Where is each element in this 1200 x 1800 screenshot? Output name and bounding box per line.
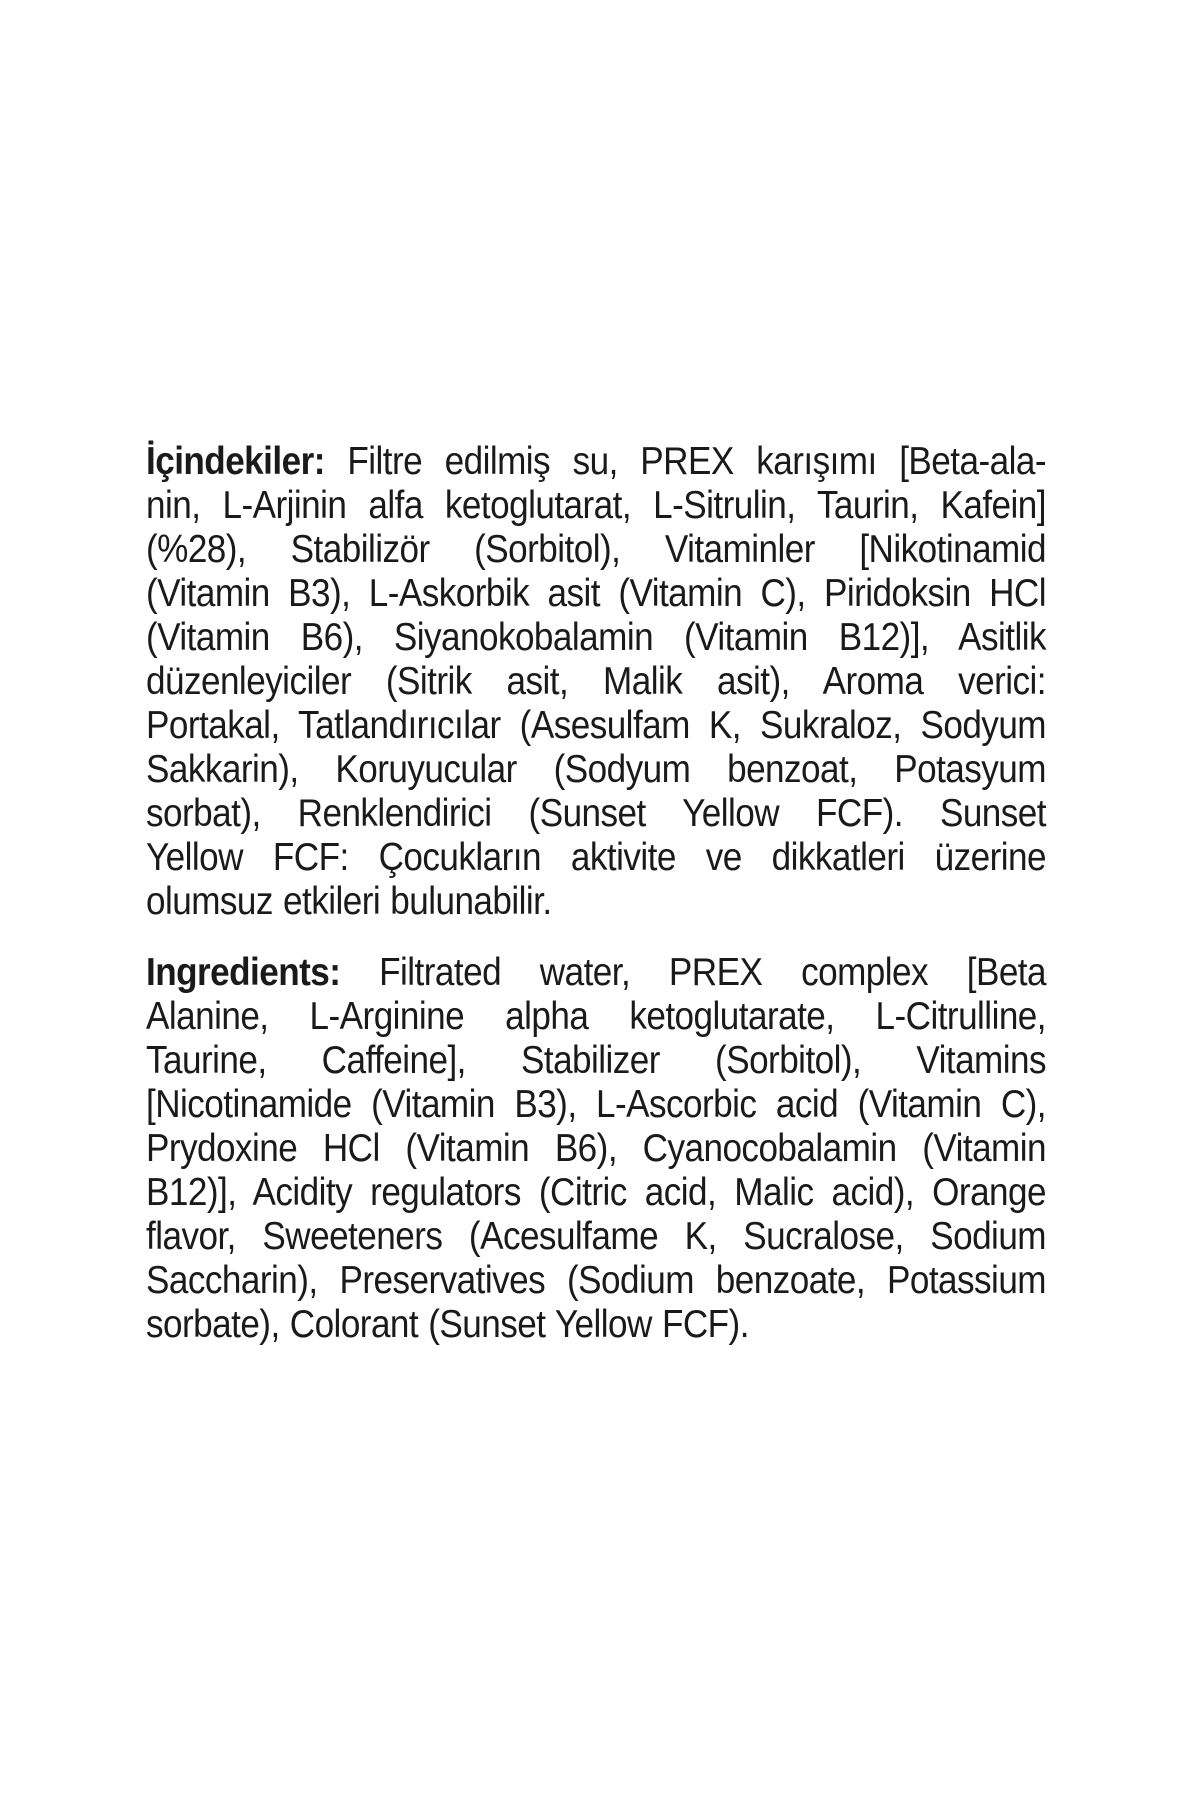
ingredients-line: düzenleyiciler (Sitrik asit, Malik asit), Aroma verici: bbox=[146, 660, 1046, 703]
ingredients-line bbox=[146, 440, 1046, 484]
ingredients-line: Portakal, Tatlandırıcılar (Asesulfam K, Sukraloz, Sodyum bbox=[146, 704, 1046, 747]
ingredients-line: Alanine, L-Arginine alpha ketoglutarate, L-Citrulline, bbox=[146, 995, 1046, 1038]
ingredients-line: Yellow FCF: Çocukların aktivite ve dikkatleri üzerine bbox=[146, 836, 1046, 879]
turkish-ingredients-heading: İçindekiler: bbox=[146, 440, 325, 483]
ingredients-text: Filtrated water, PREX complex [Beta bbox=[340, 951, 1046, 994]
ingredients-line: (Vitamin B6), Siyanokobalamin (Vitamin B12)], Asitlik bbox=[146, 616, 1046, 659]
ingredients-line: olumsuz etkileri bulunabilir. bbox=[146, 880, 552, 923]
ingredients-line bbox=[146, 951, 1046, 995]
ingredients-line: Saccharin), Preservatives (Sodium benzoate, Potassium bbox=[146, 1259, 1046, 1302]
english-ingredients-section bbox=[146, 951, 1046, 1347]
turkish-ingredients-section bbox=[146, 440, 1046, 924]
ingredients-line: Taurine, Caffeine], Stabilizer (Sorbitol), Vitamins bbox=[146, 1039, 1046, 1082]
ingredients-line: nin, L-Arjinin alfa ketoglutarat, L-Sitrulin, Taurin, Kafein] bbox=[146, 484, 1046, 527]
english-ingredients-heading: Ingredients: bbox=[146, 951, 341, 994]
ingredients-line: sorbate), Colorant (Sunset Yellow FCF). bbox=[146, 1303, 749, 1346]
ingredients-line: (%28), Stabilizör (Sorbitol), Vitaminler [Nikotinamid bbox=[146, 528, 1046, 571]
ingredients-line: Prydoxine HCl (Vitamin B6), Cyanocobalamin (Vitamin bbox=[146, 1127, 1046, 1170]
ingredients-line: (Vitamin B3), L-Askorbik asit (Vitamin C), Piridoksin HCl bbox=[146, 572, 1046, 615]
ingredients-line: [Nicotinamide (Vitamin B3), L-Ascorbic acid (Vitamin C), bbox=[146, 1083, 1046, 1126]
ingredients-line: Sakkarin), Koruyucular (Sodyum benzoat, Potasyum bbox=[146, 748, 1046, 791]
ingredients-line: B12)], Acidity regulators (Citric acid, Malic acid), Orange bbox=[146, 1171, 1046, 1214]
ingredients-line: sorbat), Renklendirici (Sunset Yellow FCF). Sunset bbox=[146, 792, 1046, 835]
ingredients-line: flavor, Sweeteners (Acesulfame K, Sucralose, Sodium bbox=[146, 1215, 1046, 1258]
ingredients-text: Filtre edilmiş su, PREX karışımı [Beta-ala- bbox=[324, 440, 1046, 483]
